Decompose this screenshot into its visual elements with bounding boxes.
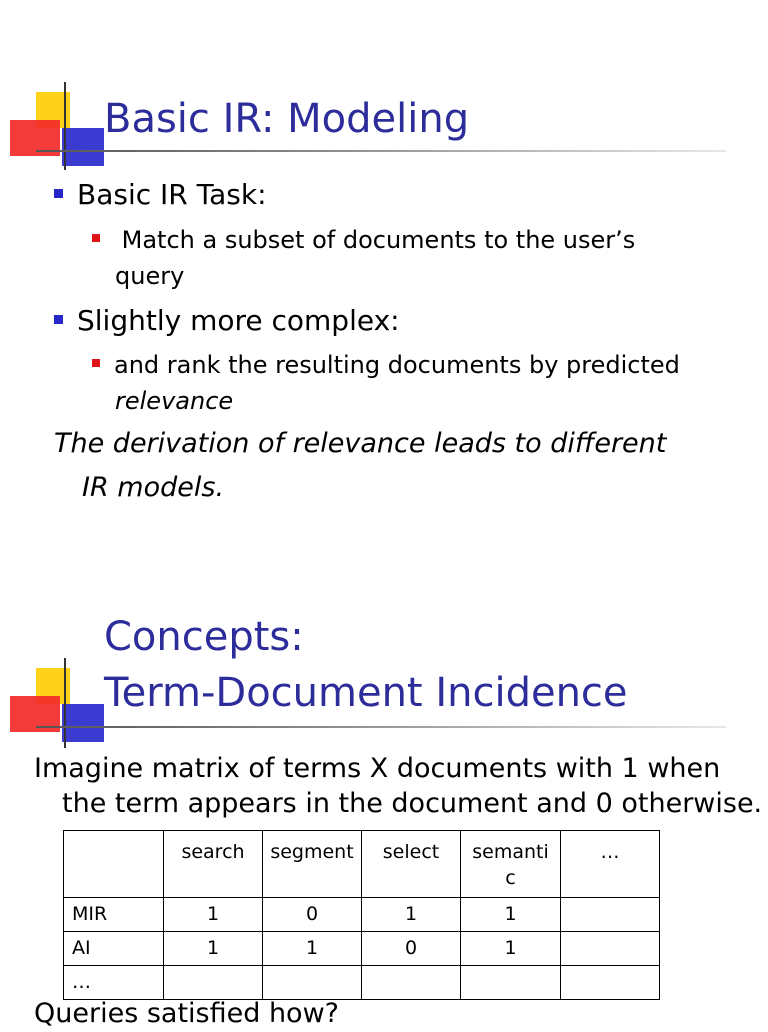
- table-cell: [561, 898, 660, 932]
- table-row: [64, 966, 660, 1000]
- bullet-slightly-more-complex: Slightly more complex:: [54, 304, 400, 338]
- slide-title: Basic IR: Modeling: [104, 96, 470, 142]
- bullet-square-icon: [54, 315, 63, 324]
- slide-title-line-2: Term-Document Incidence: [104, 670, 628, 716]
- table-header-cell: semanti c: [461, 831, 561, 898]
- title-rule: [36, 150, 726, 152]
- table-cell: [561, 966, 660, 1000]
- intro-line-2: the term appears in the document and 0 otherwise.: [62, 788, 763, 819]
- table-cell: [164, 966, 263, 1000]
- slide-term-document-incidence: [0, 560, 768, 1029]
- incidence-table: [63, 830, 660, 1000]
- table-cell: 1: [362, 898, 461, 932]
- table-header-cell: search: [164, 831, 263, 898]
- sub-bullet-rank-documents: and rank the resulting documents by predicted relevance: [92, 347, 680, 419]
- table-row-label: …: [64, 966, 164, 1000]
- table-cell: 1: [164, 932, 263, 966]
- table-row: [64, 898, 660, 932]
- table-cell: [461, 966, 561, 1000]
- title-decoration-icon: [0, 0, 110, 100]
- slide-title-line-1: Concepts:: [104, 614, 304, 660]
- table-header-cell: …: [561, 831, 660, 898]
- table-cell: [362, 966, 461, 1000]
- bullet-square-icon: [54, 189, 63, 198]
- table-cell: 1: [461, 898, 561, 932]
- table-row-label: AI: [64, 932, 164, 966]
- intro-line-1: Imagine matrix of terms X documents with 1 when: [34, 753, 721, 784]
- note-line-2: IR models.: [82, 472, 225, 503]
- table-row-label: MIR: [64, 898, 164, 932]
- table-cell: 1: [164, 898, 263, 932]
- table-cell: [263, 966, 362, 1000]
- table-cell: 1: [263, 932, 362, 966]
- title-rule: [36, 726, 726, 728]
- table-cell: 0: [362, 932, 461, 966]
- footer-question: Queries satisfied how?: [34, 998, 339, 1029]
- table-cell: [561, 932, 660, 966]
- table-header-cell: select: [362, 831, 461, 898]
- table-header-row: [64, 831, 660, 898]
- table-cell: 1: [461, 932, 561, 966]
- note-line-1: The derivation of relevance leads to different: [54, 428, 667, 459]
- table-header-cell: [64, 831, 164, 898]
- bullet-basic-ir-task: Basic IR Task:: [54, 178, 267, 212]
- bullet-square-icon: [92, 234, 100, 242]
- bullet-square-icon: [92, 359, 100, 367]
- title-decoration-icon: [0, 560, 110, 660]
- table-cell: 0: [263, 898, 362, 932]
- table-row: [64, 932, 660, 966]
- table-header-cell: segment: [263, 831, 362, 898]
- sub-bullet-match-subset: Match a subset of documents to the user’s query: [92, 222, 635, 294]
